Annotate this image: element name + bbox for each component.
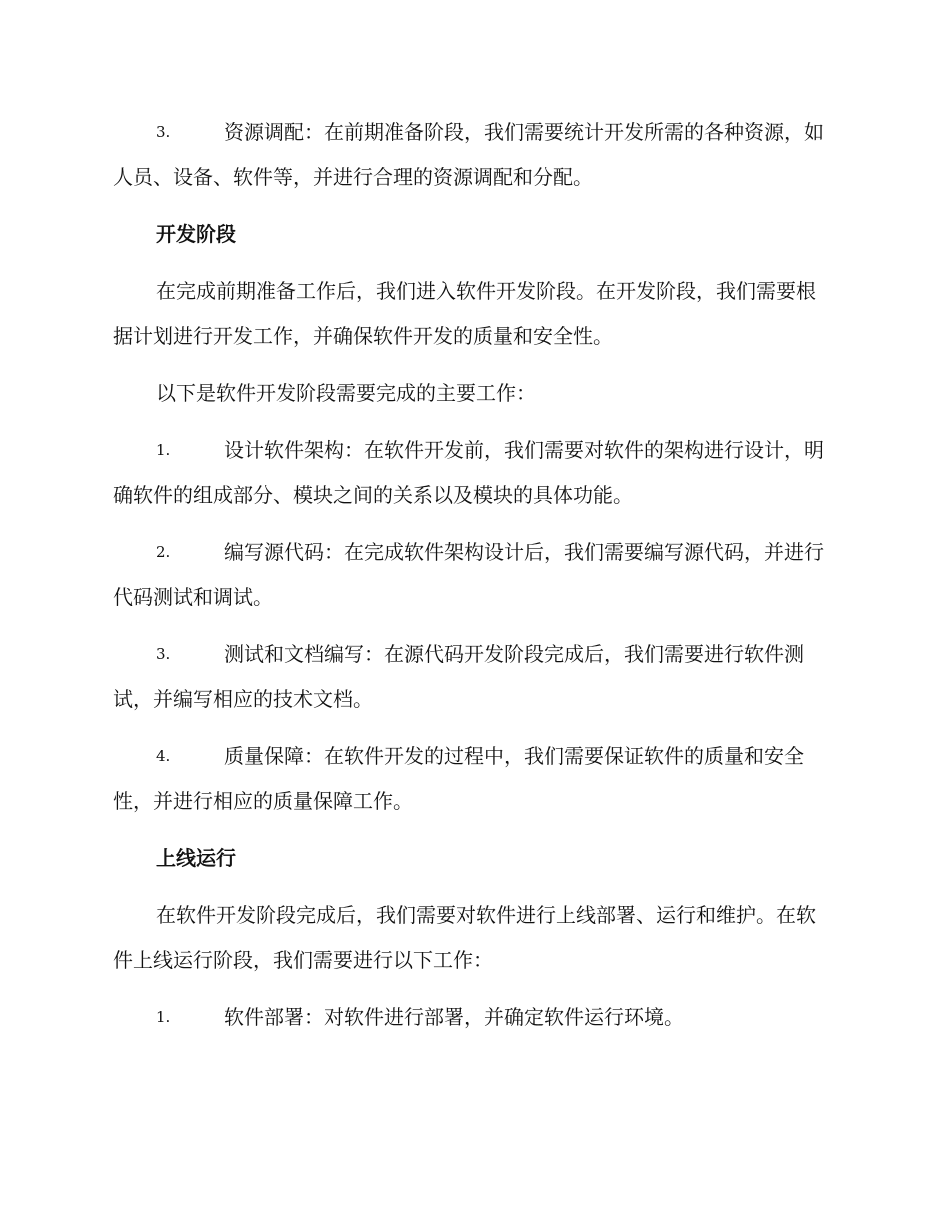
list-item	[113, 110, 835, 200]
list-item	[113, 428, 835, 518]
document-body	[113, 110, 835, 1052]
paragraph: 在软件开发阶段完成后，我们需要对软件进行上线部署、运行和维护。在软件上线运行阶段，我们需要进行以下工作：	[113, 903, 816, 972]
list-number: 1.	[156, 441, 171, 459]
paragraph: 在完成前期准备工作后，我们进入软件开发阶段。在开发阶段，我们需要根据计划进行开发工作，并确保软件开发的质量和安全性。	[113, 279, 816, 348]
list-text: 测试和文档编写：在源代码开发阶段完成后，我们需要进行软件测试，并编写相应的技术文档。	[113, 642, 804, 711]
section-heading: 上线运行	[156, 846, 236, 870]
list-item	[113, 995, 835, 1040]
list-number: 1.	[156, 1008, 171, 1026]
list-text: 软件部署：对软件进行部署，并确定软件运行环境。	[224, 1005, 684, 1029]
list-number: 3.	[156, 645, 171, 663]
list-number: 4.	[156, 747, 171, 765]
list-number: 3.	[156, 123, 171, 141]
list-item	[113, 530, 835, 620]
list-item	[113, 632, 835, 722]
section-heading: 开发阶段	[156, 222, 236, 246]
list-text: 质量保障：在软件开发的过程中，我们需要保证软件的质量和安全性，并进行相应的质量保障工作。	[113, 744, 804, 813]
list-item	[113, 734, 835, 824]
list-text: 设计软件架构：在软件开发前，我们需要对软件的架构进行设计，明确软件的组成部分、模块之间的关系以及模块的具体功能。	[113, 438, 824, 507]
list-text: 资源调配：在前期准备阶段，我们需要统计开发所需的各种资源，如人员、设备、软件等，并进行合理的资源调配和分配。	[113, 120, 824, 189]
list-number: 2.	[156, 543, 171, 561]
paragraph: 以下是软件开发阶段需要完成的主要工作：	[156, 381, 536, 405]
list-text: 编写源代码：在完成软件架构设计后，我们需要编写源代码，并进行代码测试和调试。	[113, 540, 824, 609]
